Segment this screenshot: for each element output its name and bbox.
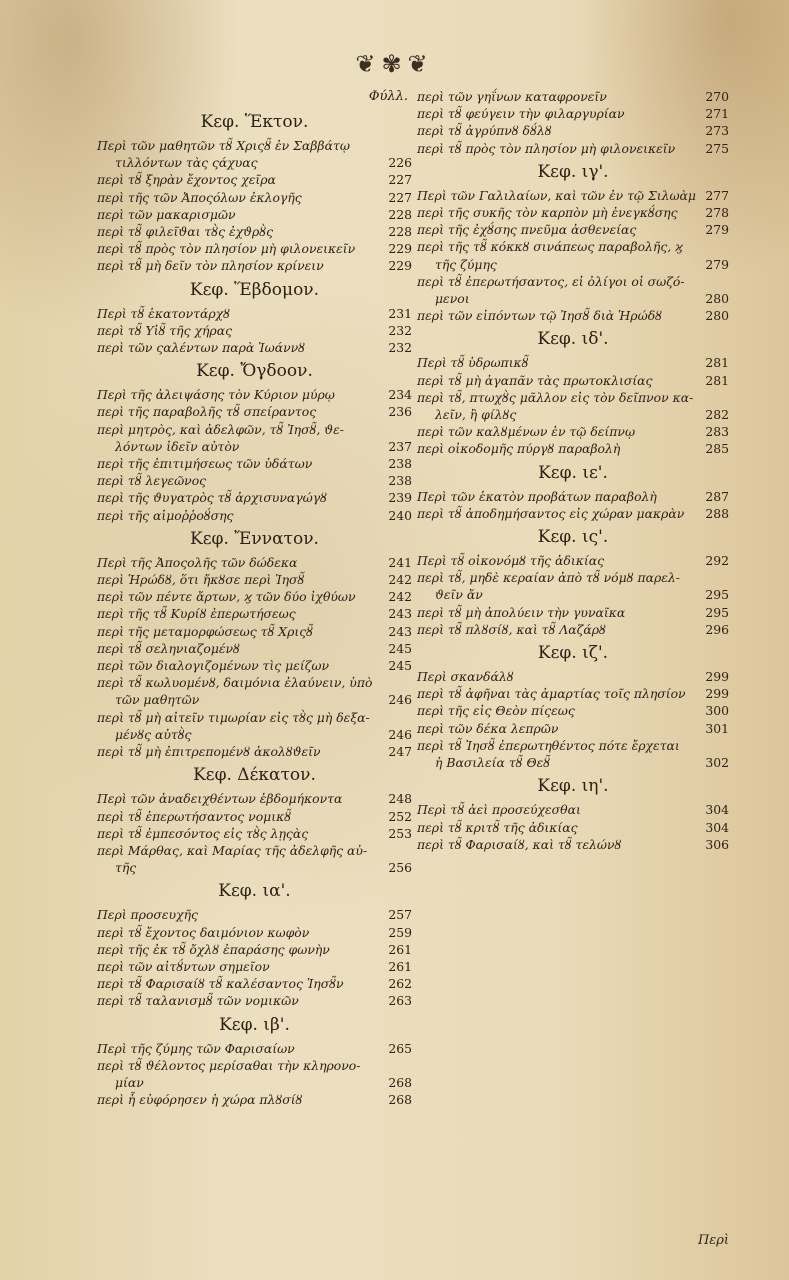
index-entry: Περὶ τȣ̃ ἑκατοντάρχȣ 231 <box>97 305 412 321</box>
index-entry: περὶ τȣ̃ πρὸς τὸν πλησίον μὴ φιλονεικεῖν 229 <box>97 241 412 257</box>
index-entry: περὶ τῶν γηΐνων καταφρονεῖν 270 <box>417 89 729 104</box>
index-entry: περὶ ἧ εὐφόρησεν ἡ χώρα πλȣσίȣ 268 <box>97 1092 412 1108</box>
column-header: Φύλλ. <box>368 89 408 104</box>
chapter-heading: Κεφ. ιζ'. <box>537 643 609 664</box>
index-entry: περὶ τȣ̃ ταλανισμȣ̃ τῶν νομικῶν 263 <box>97 993 412 1009</box>
index-entry: περὶ τȣ̃ φιλεῖϑαι τȣ̀ς ἐχϑρȣ̀ς 228 <box>97 224 412 240</box>
index-entry: περὶ τȣ̃ ἀποδημήσαντος εἰς χώραν μακρὰν 288 <box>417 505 729 521</box>
index-entry: περὶ τȣ̃ ξηρὰν ἔχοντος χεῖρα 227 <box>97 172 412 188</box>
index-entry: περὶ οἰκοδομῆς πύργȣ παραβολὴ 285 <box>417 441 729 457</box>
index-entry: περὶ τȣ̃ ἀφῆναι τὰς ἁμαρτίας τοῖς πλησίον 299 <box>417 686 729 702</box>
index-entry: περὶ τῶν μακαρισμῶν 228 <box>97 206 412 222</box>
index-entry: περὶ τῶν διαλογιζομένων τὶς μείζων 245 <box>97 658 412 674</box>
left-column <box>97 88 412 1108</box>
index-entry: περὶ τῶν ςαλέντων παρὰ Ἰωάννȣ 232 <box>97 340 412 356</box>
chapter-heading: Κεφ. ιη'. <box>537 776 609 797</box>
index-entry: Περὶ σκανδάλȣ 299 <box>417 669 729 685</box>
chapter-heading: Κεφ. ια'. <box>218 881 291 902</box>
index-entry: Περὶ τῆς ζύμης τῶν Φαρισαίων 265 <box>97 1040 412 1056</box>
index-entry: περὶ τῆς τȣ̃ κόκκȣ σινάπεως παραβολῆς, ϗ τῆς ζύμης 279 <box>417 239 729 272</box>
chapter-heading: Κεφ. Ὄγδοον. <box>196 361 313 382</box>
chapter-heading: Κεφ. Δέκατον. <box>193 765 316 786</box>
ornament-icon: ❦✾❦ <box>355 50 434 78</box>
index-entry: περὶ τȣ̃ μὴ ἀπολύειν τὴν γυναῖκα 295 <box>417 604 729 620</box>
index-entry: Περὶ προσευχῆς 257 <box>97 907 412 923</box>
chapter-heading: Κεφ. Ἕβδομον. <box>189 279 320 300</box>
index-entry: Περὶ τῶν μαθητῶν τȣ̃ Χριςȣ̃ ἐν Σαββάτῳ τιλλόντων τὰς ςάχυας 226 <box>97 138 412 171</box>
catchword: Περὶ <box>697 1233 729 1248</box>
index-entry: περὶ τȣ̃ ἔχοντος δαιμόνιον κωφὸν 259 <box>97 924 412 940</box>
index-entry: περὶ τȣ̃, μηδὲ κεραίαν ἀπὸ τȣ̃ νόμȣ παρελ- ϑεῖν ἄν 295 <box>417 570 729 603</box>
index-entry: περὶ τȣ̃ σεληνιαζομένȣ 245 <box>97 640 412 656</box>
index-entry: περὶ τῆς ἐκ τȣ̃ ὄχλȣ ἐπαράσης φωνὴν 261 <box>97 941 412 957</box>
index-entry: περὶ τῆς μεταμορφώσεως τȣ̃ Χριςȣ̃ 243 <box>97 623 412 639</box>
index-entry: περὶ τῆς εἰς Θεὸν πίςεως 300 <box>417 703 729 719</box>
index-entry: περὶ τῶν αἰτȣ́ντων σημεῖον 261 <box>97 958 412 974</box>
index-entry: Περὶ τῶν Γαλιλαίων, καὶ τῶν ἐν τῷ Σιλωὰμ 277 <box>417 187 729 203</box>
index-entry: περὶ τȣ̃ κωλυομένȣ, δαιμόνια ἐλαύνειν, ὑπὸ τῶν μαθητῶν 246 <box>97 675 412 708</box>
index-entry: περὶ τῆς συκῆς τὸν καρπὸν μὴ ἐνεγκȣ́σης 278 <box>417 205 729 221</box>
index-entry: περὶ τȣ̃ λεγεῶνος 238 <box>97 473 412 489</box>
index-entry: Περὶ τῆς Ἀποςολῆς τῶν δώδεκα 241 <box>97 554 412 570</box>
index-entry: Περὶ τῆς ἀλειψάσης τὸν Κύριον μύρῳ 234 <box>97 387 412 403</box>
index-entry: περὶ τῶν δέκα λεπρῶν 301 <box>417 720 729 736</box>
index-entry: περὶ τȣ̃ πρὸς τὸν πλησίον μὴ φιλονεικεῖν 275 <box>417 140 729 156</box>
index-entry: περὶ μητρὸς, καὶ ἀδελφῶν, τȣ̃ Ἰησȣ̃, ϑε- λόντων ἰδεῖν αὐτὸν 237 <box>97 421 412 454</box>
index-entry: περὶ τȣ̃ ἐπερωτήσαντος νομικȣ̃ 252 <box>97 808 412 824</box>
index-entry: περὶ τῆς τῶν Ἀποςόλων ἐκλογῆς 227 <box>97 189 412 205</box>
index-entry: περὶ τῆς ἐπιτιμήσεως τῶν ὑδάτων 238 <box>97 456 412 472</box>
index-entry: περὶ τȣ̃ κριτȣ̃ τῆς ἀδικίας 304 <box>417 819 729 835</box>
index-entry: περὶ Μάρθας, καὶ Μαρίας τῆς ἀδελφῆς αὐ- τῆς 256 <box>97 842 412 876</box>
index-entry: περὶ τȣ̃ φεύγειν τὴν φιλαργυρίαν 271 <box>417 106 729 122</box>
chapter-heading: Κεφ. Ἔννατον. <box>190 528 319 549</box>
index-entry: περὶ τȣ̃ Φαρισαίȣ τȣ̃ καλέσαντος Ἰησȣ̃ν 262 <box>97 976 412 992</box>
index-entry: περὶ τȣ̃ ἐπερωτήσαντος, εἰ ὀλίγοι οἱ σωζό- μενοι 280 <box>417 273 729 307</box>
index-entry: περὶ τȣ̃ μὴ δεῖν τὸν πλησίον κρίνειν 229 <box>97 258 412 274</box>
chapter-heading: Κεφ. ις'. <box>537 527 609 548</box>
chapter-heading: Κεφ. ιε'. <box>538 462 608 483</box>
index-entry: περὶ τῆς ϑυγατρὸς τȣ̃ ἀρχισυναγώγȣ 239 <box>97 490 412 506</box>
index-entry: περὶ τῶν εἰπόντων τῷ Ἰησȣ̃ διὰ Ἡρώδȣ 280 <box>417 308 729 324</box>
index-entry: περὶ τȣ̃ Υἱȣ̃ τῆς χήρας 232 <box>97 322 412 338</box>
index-entry: Περὶ τῶν ἀναδειχθέντων ἑβδομήκοντα 248 <box>97 791 412 807</box>
index-entry: περὶ τῶν καλȣμένων ἐν τῷ δείπνῳ 283 <box>417 424 729 440</box>
index-entry: περὶ Ἡρώδȣ, ὅτι ἤκȣσε περὶ Ἰησȣ̃ 242 <box>97 572 412 588</box>
index-entry: περὶ τȣ̃ πλȣσίȣ, καὶ τȣ̃ Λαζάρȣ 296 <box>417 621 729 637</box>
index-entry: περὶ τῶν πέντε ἄρτων, ϗ τῶν δύο ἰχθύων 242 <box>97 589 412 605</box>
chapter-heading: Κεφ. ιβ'. <box>219 1014 290 1035</box>
index-entry: Περὶ τȣ̃ οἰκονόμȣ τῆς ἀδικίας 292 <box>417 553 729 569</box>
index-entry: περὶ τῆς ἐχȣ́σης πνεῦμα ἀσθενείας 279 <box>417 222 729 238</box>
index-entry: περὶ τῆς παραβολῆς τȣ̃ σπείραντος 236 <box>97 404 412 420</box>
index-entry: περὶ τȣ̃, πτωχȣ̀ς μᾶλλον εἰς τὸν δεῖπνον κα- λεῖν, ἢ φίλȣς 282 <box>417 389 729 423</box>
index-entry: περὶ τȣ̃ ἐμπεσόντος εἰς τȣ̀ς λῃςὰς 253 <box>97 825 412 841</box>
index-entry: περὶ τȣ̃ μὴ ἐπιτρεπομένȣ ἀκολȣϑεῖν 247 <box>97 744 412 760</box>
chapter-heading: Κεφ. ιγ'. <box>537 161 609 182</box>
index-entry: Περὶ τȣ̃ ὑδρωπικȣ̃ 281 <box>417 355 729 371</box>
index-entry: περὶ τȣ̃ μὴ αἰτεῖν τιμωρίαν εἰς τȣ̀ς μὴ δεξα- μένȣς αὐτȣ̀ς 246 <box>97 709 412 742</box>
index-entry: περὶ τȣ̃ Ἰησȣ̃ ἐπερωτηθέντος πότε ἔρχεται ἡ Βασιλεία τȣ̃ Θεȣ̃ 302 <box>417 737 729 771</box>
index-entry: περὶ τȣ̃ Φαρισαίȣ, καὶ τȣ̃ τελώνȣ 306 <box>417 836 729 852</box>
index-entry: περὶ τῆς τȣ̃ Κυρίȣ ἐπερωτήσεως 243 <box>97 606 412 622</box>
index-entry: περὶ τȣ̃ ἀγρύπνȣ δȣ́λȣ 273 <box>417 123 729 139</box>
index-entry: περὶ τῆς αἱμοῤῥοȣ́σης 240 <box>97 507 412 523</box>
index-entry: περὶ τȣ̃ ϑέλοντος μερίσαθαι τὴν κληρονο- μίαν 268 <box>97 1057 412 1090</box>
index-entry: περὶ τȣ̃ μὴ ἀγαπᾶν τὰς πρωτοκλισίας 281 <box>417 372 729 388</box>
index-entry: Περὶ τȣ̃ ἀεὶ προσεύχεσθαι 304 <box>417 802 729 818</box>
right-column <box>417 88 729 853</box>
chapter-heading: Κεφ. Ἕκτον. <box>200 112 309 132</box>
index-entry: Περὶ τῶν ἑκατὸν προβάτων παραβολὴ 287 <box>417 488 729 504</box>
chapter-heading: Κεφ. ιδ'. <box>537 329 609 350</box>
